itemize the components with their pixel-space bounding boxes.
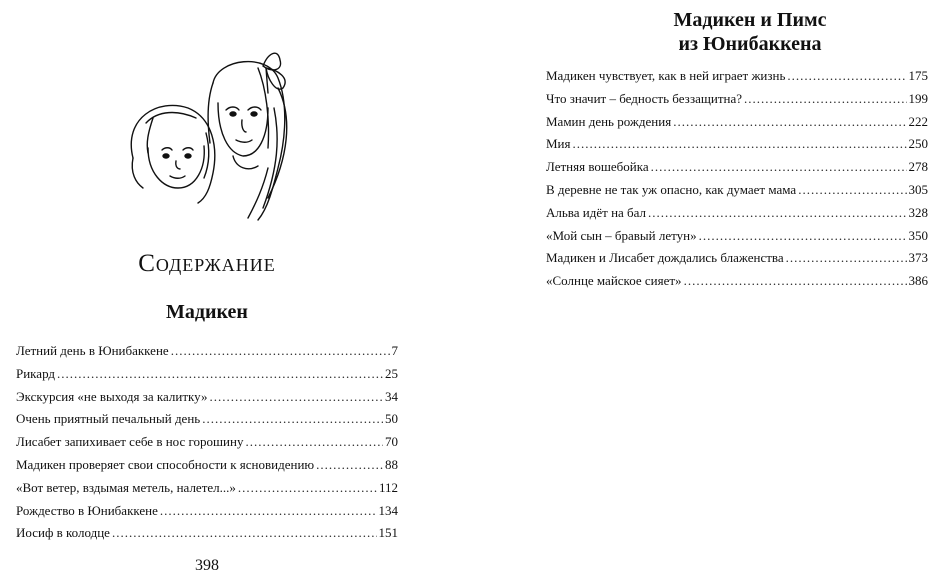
section-heading-madicken-pims [580,8,920,56]
toc-leader [684,270,907,293]
toc-entry-page: 34 [385,388,398,404]
toc-leader [57,363,383,386]
toc-leader [673,111,906,134]
toc-entry [16,340,398,363]
right-page [470,0,940,588]
toc-entry-page: 305 [908,181,928,197]
toc-entry-page: 278 [908,159,928,175]
toc-entry-title: Лисабет запихивает себе в нос горошину [16,434,244,450]
section-heading-line-2: из Юнибаккена [678,33,822,55]
toc-leader [171,340,390,363]
toc-entry-page: 386 [908,273,928,289]
toc-leader [787,65,906,88]
toc-leader [210,386,384,409]
toc-entry-page: 112 [378,479,398,495]
toc-entry-page: 222 [908,113,928,129]
toc-list-left [16,340,398,545]
toc-leader [798,179,906,202]
section-heading-line-1: Мадикен и Пимс [673,9,827,31]
toc-entry [546,88,928,111]
toc-leader [648,202,906,225]
toc-entry-title: Мадикен чувствует, как в ней играет жизнь [546,68,786,83]
toc-entry [16,386,398,409]
toc-entry [546,247,928,270]
toc-leader [744,88,906,111]
toc-leader [245,431,383,454]
toc-entry-page: 373 [908,250,928,266]
toc-entry [546,156,928,179]
toc-list-right [546,65,928,293]
toc-entry-title: «Солнце майское сияет» [546,273,682,289]
toc-entry-title: Летняя вошебойка [546,159,649,175]
toc-leader [699,225,907,248]
toc-entry-title: В деревне не так уж опасно, как думает мама [546,181,797,197]
toc-entry [546,225,928,248]
toc-entry-page: 250 [908,136,928,152]
contents-heading: Содержание [138,250,276,277]
toc-entry-title: «Вот ветер, вздымая метель, налетел...» [16,479,236,495]
toc-entry-title: Экскурсия «не выходя за калитку» [16,388,208,404]
toc-entry-title: Мия [546,136,571,152]
toc-entry-page: 25 [385,365,398,381]
toc-entry [16,454,398,477]
toc-leader [316,454,383,477]
toc-leader [202,408,383,431]
toc-entry [16,500,398,523]
toc-entry-page: 199 [908,90,928,106]
toc-entry [546,179,928,202]
toc-leader [112,522,377,545]
toc-entry-page: 7 [391,343,398,358]
toc-entry-title: Что значит – бедность беззащитна? [546,90,743,106]
toc-entry-page: 70 [385,434,398,450]
toc-entry-title: Очень приятный печальный день [16,411,201,427]
toc-entry-page: 151 [378,525,398,541]
toc-entry [546,65,928,88]
toc-entry-title: Иосиф в колодце [16,525,110,541]
toc-entry-title: Альва идёт на бал [546,204,647,220]
toc-entry-title: Рождество в Юнибаккене [16,502,158,518]
toc-entry-page: 350 [908,227,928,243]
girls-illustration [118,48,308,223]
toc-entry-title: Летний день в Юнибаккене [16,343,169,358]
section-heading-madicken: Мадикен [166,301,248,323]
toc-entry-title: Рикард [16,365,56,381]
toc-entry-page: 88 [385,456,398,472]
toc-entry-page: 328 [908,204,928,220]
toc-leader [651,156,907,179]
toc-entry-title: Мамин день рождения [546,113,672,129]
toc-entry-title: Мадикен и Лисабет дождались блаженства [546,250,784,266]
toc-leader [238,477,377,500]
toc-entry [16,477,398,500]
toc-entry [16,363,398,386]
toc-entry [546,270,928,293]
toc-entry-page: 134 [378,502,398,518]
toc-entry [546,202,928,225]
toc-leader [573,133,907,156]
toc-entry [546,111,928,134]
toc-entry-page: 175 [908,68,928,83]
toc-entry-title: Мадикен проверяет свои способности к ясновидению [16,456,315,472]
page-number: 398 [195,557,219,574]
toc-entry-title: «Мой сын – бравый летун» [546,227,697,243]
toc-entry [546,133,928,156]
toc-entry [16,431,398,454]
toc-leader [160,500,377,523]
toc-leader [786,247,907,270]
toc-entry-page: 50 [385,411,398,427]
toc-entry [16,522,398,545]
toc-entry [16,408,398,431]
